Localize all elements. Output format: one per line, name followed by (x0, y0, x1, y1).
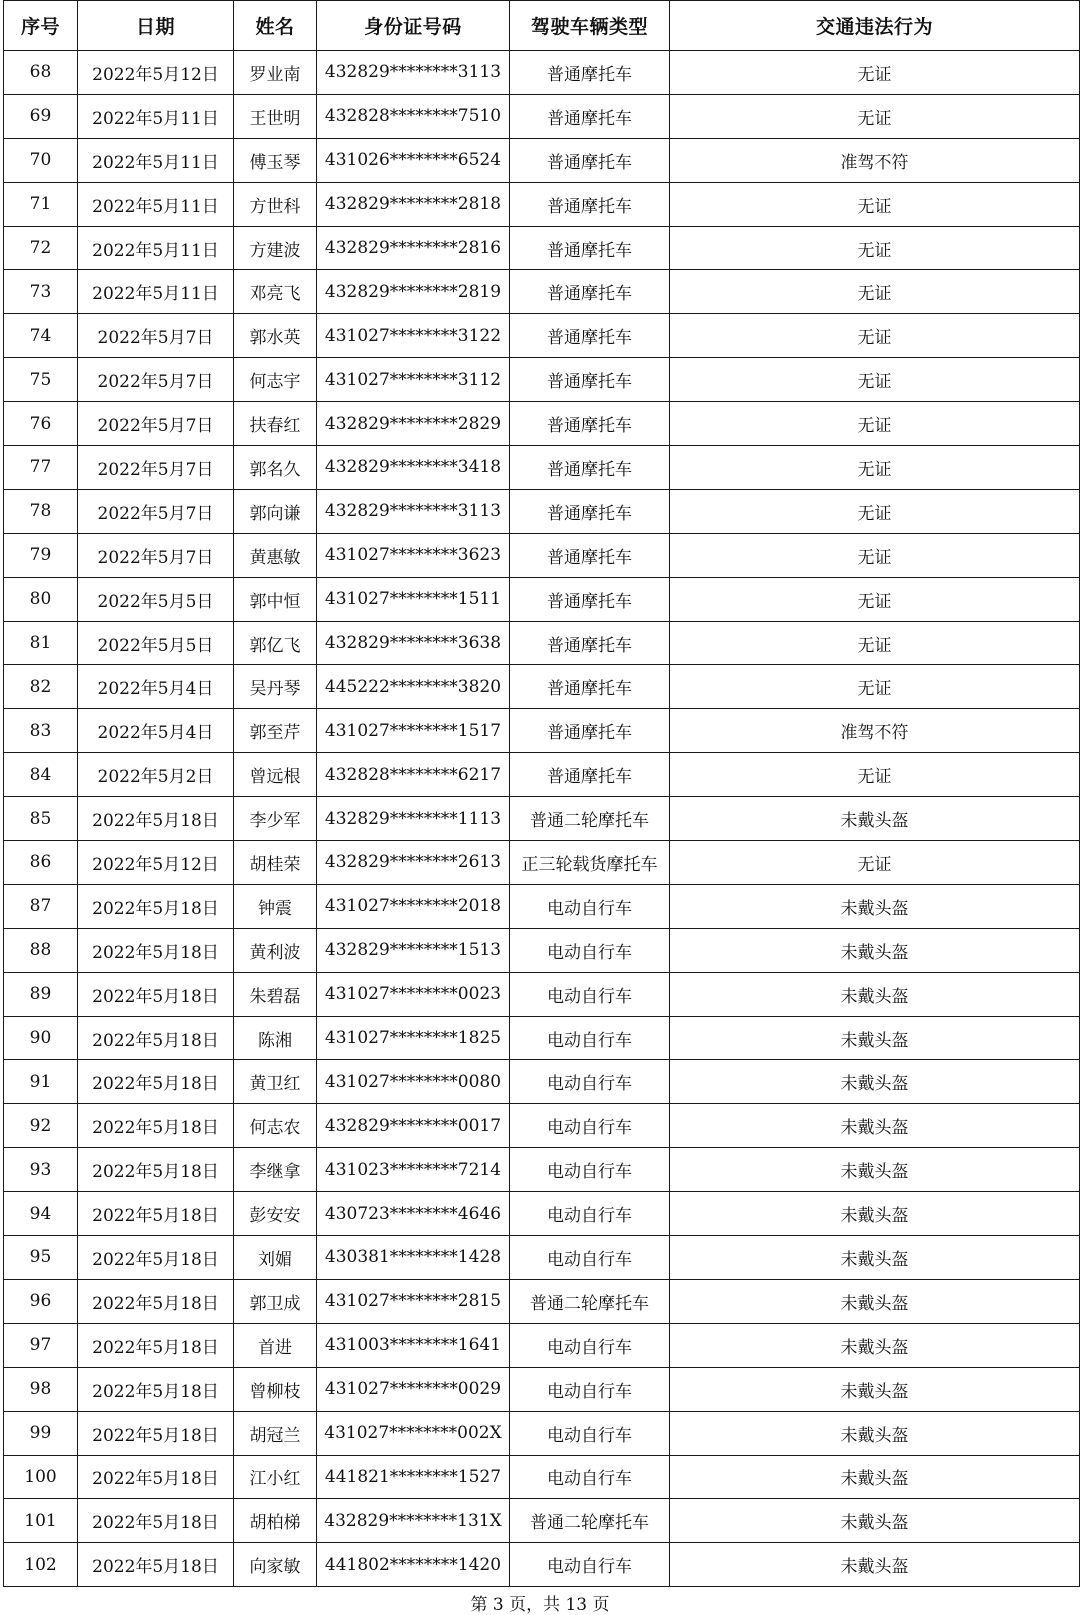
serial-cell: 95 (4, 1236, 78, 1280)
date-cell: 2022年5月18日 (78, 797, 234, 841)
id-number-cell: 431027********0029 (317, 1367, 510, 1411)
violation-cell: 准驾不符 (670, 709, 1080, 753)
violation-cell: 未戴头盔 (670, 1192, 1080, 1236)
serial-cell: 100 (4, 1455, 78, 1499)
name-cell: 向家敏 (234, 1543, 317, 1587)
table-row (4, 1411, 1080, 1455)
date-cell: 2022年5月18日 (78, 1016, 234, 1060)
violation-cell: 未戴头盔 (670, 1060, 1080, 1104)
serial-cell: 89 (4, 972, 78, 1016)
id-number-cell: 431027********3122 (317, 314, 510, 358)
header-row (4, 1, 1080, 51)
serial-cell: 68 (4, 51, 78, 95)
name-cell: 何志宇 (234, 358, 317, 402)
vehicle-type-cell: 普通摩托车 (510, 533, 670, 577)
id-number-cell: 432829********3113 (317, 51, 510, 95)
vehicle-type-cell: 电动自行车 (510, 1367, 670, 1411)
id-number-cell: 431027********1511 (317, 577, 510, 621)
violation-cell: 未戴头盔 (670, 1455, 1080, 1499)
serial-cell: 77 (4, 446, 78, 490)
vehicle-type-cell: 普通摩托车 (510, 621, 670, 665)
serial-cell: 82 (4, 665, 78, 709)
id-number-cell: 432829********1113 (317, 797, 510, 841)
id-number-cell: 431027********3623 (317, 533, 510, 577)
serial-cell: 76 (4, 402, 78, 446)
header-cell-vehicle-type: 驾驶车辆类型 (510, 1, 670, 51)
id-number-cell: 432829********3113 (317, 489, 510, 533)
vehicle-type-cell: 电动自行车 (510, 928, 670, 972)
violation-cell: 无证 (670, 753, 1080, 797)
name-cell: 何志农 (234, 1104, 317, 1148)
vehicle-type-cell: 普通二轮摩托车 (510, 1499, 670, 1543)
serial-cell: 81 (4, 621, 78, 665)
name-cell: 郭中恒 (234, 577, 317, 621)
id-number-cell: 430381********1428 (317, 1236, 510, 1280)
table-row (4, 841, 1080, 885)
serial-cell: 71 (4, 182, 78, 226)
name-cell: 曾远根 (234, 753, 317, 797)
table-row (4, 489, 1080, 533)
id-number-cell: 441821********1527 (317, 1455, 510, 1499)
table-row (4, 1192, 1080, 1236)
vehicle-type-cell: 普通摩托车 (510, 402, 670, 446)
id-number-cell: 431026********6524 (317, 138, 510, 182)
violation-cell: 未戴头盔 (670, 1016, 1080, 1060)
table-row (4, 94, 1080, 138)
vehicle-type-cell: 电动自行车 (510, 1060, 670, 1104)
date-cell: 2022年5月11日 (78, 226, 234, 270)
table-row (4, 446, 1080, 490)
id-number-cell: 431027********1825 (317, 1016, 510, 1060)
serial-cell: 96 (4, 1279, 78, 1323)
name-cell: 郭卫成 (234, 1279, 317, 1323)
date-cell: 2022年5月18日 (78, 1236, 234, 1280)
table-row (4, 621, 1080, 665)
violation-cell: 未戴头盔 (670, 928, 1080, 972)
violation-cell: 无证 (670, 489, 1080, 533)
serial-cell: 94 (4, 1192, 78, 1236)
date-cell: 2022年5月18日 (78, 1060, 234, 1104)
serial-cell: 101 (4, 1499, 78, 1543)
violation-cell: 未戴头盔 (670, 1499, 1080, 1543)
table-row (4, 1499, 1080, 1543)
table-row (4, 577, 1080, 621)
id-number-cell: 441802********1420 (317, 1543, 510, 1587)
date-cell: 2022年5月11日 (78, 94, 234, 138)
id-number-cell: 432829********2818 (317, 182, 510, 226)
serial-cell: 83 (4, 709, 78, 753)
date-cell: 2022年5月7日 (78, 489, 234, 533)
vehicle-type-cell: 电动自行车 (510, 884, 670, 928)
name-cell: 方建波 (234, 226, 317, 270)
date-cell: 2022年5月5日 (78, 621, 234, 665)
table-row (4, 928, 1080, 972)
violation-cell: 未戴头盔 (670, 1543, 1080, 1587)
violation-records-table (3, 0, 1080, 1587)
id-number-cell: 432829********3418 (317, 446, 510, 490)
date-cell: 2022年5月18日 (78, 1323, 234, 1367)
table-row (4, 1060, 1080, 1104)
table-row (4, 797, 1080, 841)
table-row (4, 1279, 1080, 1323)
vehicle-type-cell: 普通二轮摩托车 (510, 797, 670, 841)
vehicle-type-cell: 电动自行车 (510, 972, 670, 1016)
date-cell: 2022年5月2日 (78, 753, 234, 797)
vehicle-type-cell: 电动自行车 (510, 1148, 670, 1192)
name-cell: 彭安安 (234, 1192, 317, 1236)
id-number-cell: 432829********1513 (317, 928, 510, 972)
serial-cell: 91 (4, 1060, 78, 1104)
vehicle-type-cell: 普通二轮摩托车 (510, 1279, 670, 1323)
violation-cell: 无证 (670, 402, 1080, 446)
serial-cell: 79 (4, 533, 78, 577)
name-cell: 王世明 (234, 94, 317, 138)
vehicle-type-cell: 电动自行车 (510, 1236, 670, 1280)
date-cell: 2022年5月18日 (78, 1367, 234, 1411)
vehicle-type-cell: 电动自行车 (510, 1543, 670, 1587)
table-row (4, 1236, 1080, 1280)
serial-cell: 92 (4, 1104, 78, 1148)
vehicle-type-cell: 普通摩托车 (510, 709, 670, 753)
id-number-cell: 432829********2819 (317, 270, 510, 314)
date-cell: 2022年5月7日 (78, 446, 234, 490)
vehicle-type-cell: 电动自行车 (510, 1323, 670, 1367)
date-cell: 2022年5月18日 (78, 972, 234, 1016)
date-cell: 2022年5月7日 (78, 314, 234, 358)
violation-cell: 无证 (670, 446, 1080, 490)
serial-cell: 84 (4, 753, 78, 797)
vehicle-type-cell: 普通摩托车 (510, 138, 670, 182)
name-cell: 胡桂荣 (234, 841, 317, 885)
vehicle-type-cell: 普通摩托车 (510, 314, 670, 358)
serial-cell: 87 (4, 884, 78, 928)
table-row (4, 402, 1080, 446)
violation-cell: 未戴头盔 (670, 1104, 1080, 1148)
violation-cell: 未戴头盔 (670, 1367, 1080, 1411)
date-cell: 2022年5月12日 (78, 51, 234, 95)
table-row (4, 314, 1080, 358)
name-cell: 江小红 (234, 1455, 317, 1499)
vehicle-type-cell: 电动自行车 (510, 1016, 670, 1060)
serial-cell: 97 (4, 1323, 78, 1367)
name-cell: 傅玉琴 (234, 138, 317, 182)
date-cell: 2022年5月18日 (78, 1192, 234, 1236)
violation-cell: 无证 (670, 51, 1080, 95)
violation-cell: 未戴头盔 (670, 1411, 1080, 1455)
vehicle-type-cell: 电动自行车 (510, 1192, 670, 1236)
date-cell: 2022年5月11日 (78, 138, 234, 182)
table-row (4, 1367, 1080, 1411)
table-row (4, 226, 1080, 270)
serial-cell: 73 (4, 270, 78, 314)
vehicle-type-cell: 普通摩托车 (510, 489, 670, 533)
id-number-cell: 432829********2613 (317, 841, 510, 885)
vehicle-type-cell: 普通摩托车 (510, 577, 670, 621)
table-row (4, 1016, 1080, 1060)
id-number-cell: 431027********0023 (317, 972, 510, 1016)
id-number-cell: 432829********0017 (317, 1104, 510, 1148)
table-row (4, 533, 1080, 577)
id-number-cell: 431003********1641 (317, 1323, 510, 1367)
vehicle-type-cell: 普通摩托车 (510, 665, 670, 709)
name-cell: 郭亿飞 (234, 621, 317, 665)
date-cell: 2022年5月18日 (78, 1411, 234, 1455)
violation-cell: 无证 (670, 841, 1080, 885)
table-row (4, 1543, 1080, 1587)
header-cell-violation: 交通违法行为 (670, 1, 1080, 51)
name-cell: 罗业南 (234, 51, 317, 95)
name-cell: 黄卫红 (234, 1060, 317, 1104)
id-number-cell: 430723********4646 (317, 1192, 510, 1236)
name-cell: 方世科 (234, 182, 317, 226)
header-cell-serial: 序号 (4, 1, 78, 51)
name-cell: 郭水英 (234, 314, 317, 358)
name-cell: 黄惠敏 (234, 533, 317, 577)
name-cell: 郭名久 (234, 446, 317, 490)
name-cell: 郭向谦 (234, 489, 317, 533)
table-row (4, 709, 1080, 753)
date-cell: 2022年5月18日 (78, 884, 234, 928)
date-cell: 2022年5月18日 (78, 928, 234, 972)
table-row (4, 138, 1080, 182)
name-cell: 钟震 (234, 884, 317, 928)
table-row (4, 51, 1080, 95)
violation-cell: 无证 (670, 533, 1080, 577)
name-cell: 胡冠兰 (234, 1411, 317, 1455)
serial-cell: 80 (4, 577, 78, 621)
vehicle-type-cell: 普通摩托车 (510, 182, 670, 226)
date-cell: 2022年5月11日 (78, 270, 234, 314)
table-header (4, 1, 1080, 51)
date-cell: 2022年5月18日 (78, 1148, 234, 1192)
violation-cell: 无证 (670, 577, 1080, 621)
header-cell-id-number: 身份证号码 (317, 1, 510, 51)
violation-cell: 未戴头盔 (670, 1279, 1080, 1323)
vehicle-type-cell: 电动自行车 (510, 1411, 670, 1455)
violation-cell: 未戴头盔 (670, 972, 1080, 1016)
table-row (4, 358, 1080, 402)
serial-cell: 86 (4, 841, 78, 885)
id-number-cell: 445222********3820 (317, 665, 510, 709)
serial-cell: 93 (4, 1148, 78, 1192)
violation-cell: 无证 (670, 226, 1080, 270)
name-cell: 李少军 (234, 797, 317, 841)
id-number-cell: 431027********2018 (317, 884, 510, 928)
violation-cell: 无证 (670, 621, 1080, 665)
violation-cell: 未戴头盔 (670, 1323, 1080, 1367)
violation-cell: 无证 (670, 94, 1080, 138)
date-cell: 2022年5月7日 (78, 533, 234, 577)
name-cell: 陈湘 (234, 1016, 317, 1060)
serial-cell: 69 (4, 94, 78, 138)
serial-cell: 85 (4, 797, 78, 841)
id-number-cell: 432829********2829 (317, 402, 510, 446)
serial-cell: 102 (4, 1543, 78, 1587)
serial-cell: 98 (4, 1367, 78, 1411)
table-row (4, 1323, 1080, 1367)
date-cell: 2022年5月7日 (78, 358, 234, 402)
table-row (4, 665, 1080, 709)
serial-cell: 74 (4, 314, 78, 358)
id-number-cell: 432828********7510 (317, 94, 510, 138)
date-cell: 2022年5月18日 (78, 1104, 234, 1148)
name-cell: 李继拿 (234, 1148, 317, 1192)
id-number-cell: 432828********6217 (317, 753, 510, 797)
violation-cell: 无证 (670, 665, 1080, 709)
date-cell: 2022年5月12日 (78, 841, 234, 885)
table-row (4, 182, 1080, 226)
name-cell: 黄利波 (234, 928, 317, 972)
name-cell: 首进 (234, 1323, 317, 1367)
vehicle-type-cell: 普通摩托车 (510, 270, 670, 314)
date-cell: 2022年5月4日 (78, 665, 234, 709)
date-cell: 2022年5月18日 (78, 1499, 234, 1543)
id-number-cell: 431027********3112 (317, 358, 510, 402)
vehicle-type-cell: 普通摩托车 (510, 226, 670, 270)
date-cell: 2022年5月18日 (78, 1455, 234, 1499)
vehicle-type-cell: 普通摩托车 (510, 358, 670, 402)
violation-cell: 未戴头盔 (670, 797, 1080, 841)
vehicle-type-cell: 正三轮载货摩托车 (510, 841, 670, 885)
id-number-cell: 432829********2816 (317, 226, 510, 270)
table-body (4, 51, 1080, 1587)
table-row (4, 884, 1080, 928)
id-number-cell: 431027********1517 (317, 709, 510, 753)
vehicle-type-cell: 普通摩托车 (510, 51, 670, 95)
serial-cell: 90 (4, 1016, 78, 1060)
vehicle-type-cell: 电动自行车 (510, 1104, 670, 1148)
serial-cell: 70 (4, 138, 78, 182)
table-row (4, 270, 1080, 314)
name-cell: 邓亮飞 (234, 270, 317, 314)
date-cell: 2022年5月5日 (78, 577, 234, 621)
serial-cell: 78 (4, 489, 78, 533)
name-cell: 郭至芹 (234, 709, 317, 753)
serial-cell: 99 (4, 1411, 78, 1455)
id-number-cell: 432829********131X (317, 1499, 510, 1543)
table-row (4, 1148, 1080, 1192)
violation-cell: 无证 (670, 182, 1080, 226)
name-cell: 朱碧磊 (234, 972, 317, 1016)
page-number-footer: 第 3 页，共 13 页 (470, 1595, 610, 1615)
table-row (4, 972, 1080, 1016)
date-cell: 2022年5月11日 (78, 182, 234, 226)
vehicle-type-cell: 电动自行车 (510, 1455, 670, 1499)
name-cell: 曾柳枝 (234, 1367, 317, 1411)
serial-cell: 72 (4, 226, 78, 270)
name-cell: 刘媚 (234, 1236, 317, 1280)
date-cell: 2022年5月18日 (78, 1279, 234, 1323)
violation-cell: 未戴头盔 (670, 1236, 1080, 1280)
table-row (4, 1455, 1080, 1499)
date-cell: 2022年5月7日 (78, 402, 234, 446)
violation-cell: 无证 (670, 314, 1080, 358)
vehicle-type-cell: 普通摩托车 (510, 94, 670, 138)
vehicle-type-cell: 普通摩托车 (510, 446, 670, 490)
id-number-cell: 431027********2815 (317, 1279, 510, 1323)
date-cell: 2022年5月18日 (78, 1543, 234, 1587)
id-number-cell: 431027********002X (317, 1411, 510, 1455)
violation-cell: 无证 (670, 270, 1080, 314)
violation-cell: 未戴头盔 (670, 1148, 1080, 1192)
violation-cell: 未戴头盔 (670, 884, 1080, 928)
serial-cell: 75 (4, 358, 78, 402)
date-cell: 2022年5月4日 (78, 709, 234, 753)
vehicle-type-cell: 普通摩托车 (510, 753, 670, 797)
id-number-cell: 432829********3638 (317, 621, 510, 665)
violation-cell: 无证 (670, 358, 1080, 402)
id-number-cell: 431023********7214 (317, 1148, 510, 1192)
header-cell-name: 姓名 (234, 1, 317, 51)
name-cell: 胡柏梯 (234, 1499, 317, 1543)
table-row (4, 1104, 1080, 1148)
name-cell: 吴丹琴 (234, 665, 317, 709)
table-row (4, 753, 1080, 797)
serial-cell: 88 (4, 928, 78, 972)
header-cell-date: 日期 (78, 1, 234, 51)
name-cell: 扶春红 (234, 402, 317, 446)
id-number-cell: 431027********0080 (317, 1060, 510, 1104)
violation-cell: 准驾不符 (670, 138, 1080, 182)
